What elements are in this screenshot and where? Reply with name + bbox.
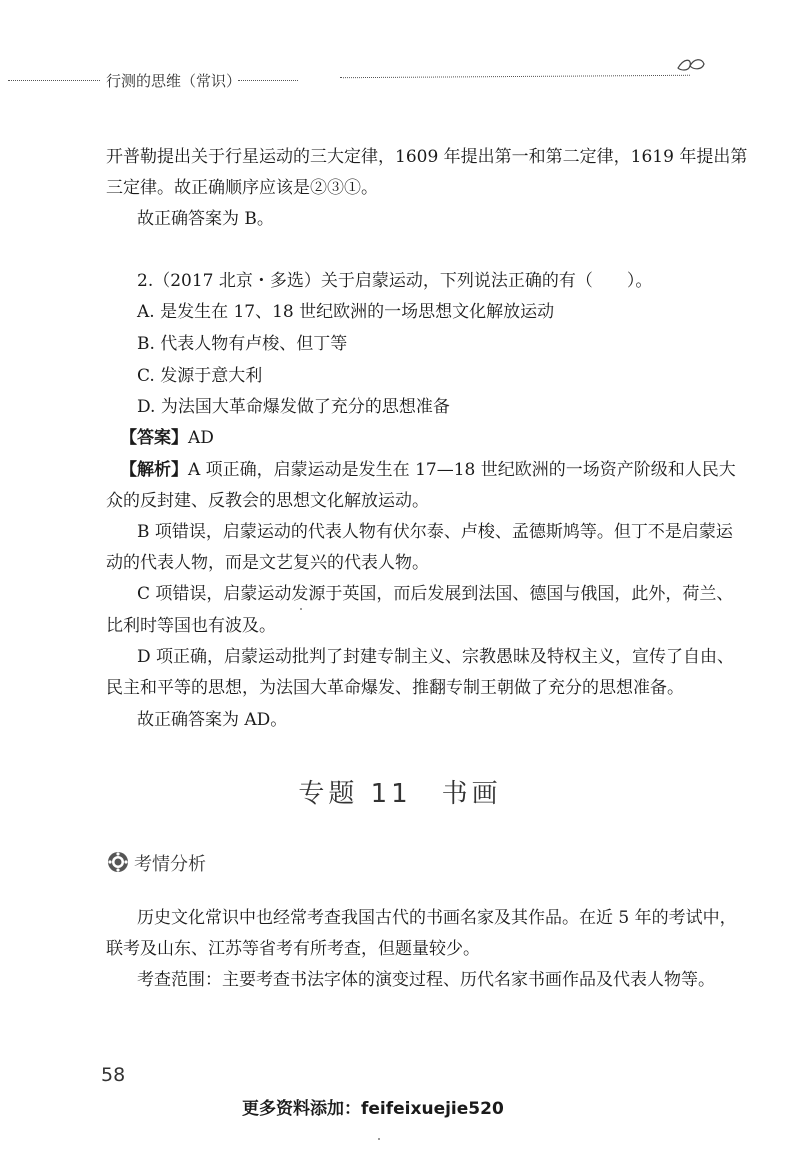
answer-value: AD bbox=[188, 428, 214, 448]
analysis-line: D 项正确，启蒙运动批判了封建专制主义、宗教愚昧及特权主义，宣传了自由、 bbox=[137, 647, 735, 667]
question-stem: 2.（2017 北京・多选）关于启蒙运动，下列说法正确的有（ ）。 bbox=[137, 271, 653, 291]
topic-title: 专题 11 书画 bbox=[298, 779, 502, 809]
analysis-row bbox=[120, 456, 736, 484]
intro-line: 联考及山东、江苏等省考有所考查，但题量较少。 bbox=[106, 939, 480, 959]
intro-line: 考查范围：主要考查书法字体的演变过程、历代名家书画作品及代表人物等。 bbox=[137, 970, 715, 990]
analysis-label: 【解析】 bbox=[120, 460, 188, 480]
analysis-line: 民主和平等的思想，为法国大革命爆发、推翻专制王朝做了充分的思想准备。 bbox=[106, 678, 684, 698]
option-b: B. 代表人物有卢梭、但丁等 bbox=[137, 334, 348, 354]
analysis-line: B 项错误，启蒙运动的代表人物有伏尔泰、卢梭、孟德斯鸠等。但丁不是启蒙运 bbox=[137, 522, 733, 542]
leaf-ornament-icon bbox=[676, 56, 706, 74]
scan-speck bbox=[378, 1138, 380, 1140]
answer-line: 故正确答案为 AD。 bbox=[137, 710, 288, 730]
page-number: 58 bbox=[101, 1064, 126, 1086]
option-d: D. 为法国大革命爆发做了充分的思想准备 bbox=[137, 397, 450, 417]
analysis-line: 动的代表人物，而是文艺复兴的代表人物。 bbox=[106, 553, 429, 573]
analysis-line: A 项正确，启蒙运动是发生在 17—18 世纪欧洲的一场资产阶级和人民大 bbox=[188, 460, 736, 480]
option-c: C. 发源于意大利 bbox=[137, 366, 263, 386]
header-rule-right bbox=[340, 75, 690, 78]
analysis-line: 比利时等国也有波及。 bbox=[106, 616, 276, 636]
header-rule-middle bbox=[238, 80, 298, 81]
option-a: A. 是发生在 17、18 世纪欧洲的一场思想文化解放运动 bbox=[137, 302, 555, 322]
answer-label: 【答案】 bbox=[120, 428, 188, 448]
footer-note: 更多资料添加：feifeixuejie520 bbox=[242, 1099, 504, 1119]
paragraph-line: 开普勒提出关于行星运动的三大定律，1609 年提出第一和第二定律，1619 年提出第 bbox=[106, 147, 748, 167]
paragraph-line: 三定律。故正确顺序应该是②③①。 bbox=[106, 178, 378, 198]
answer-row bbox=[120, 424, 214, 452]
scan-speck bbox=[300, 608, 302, 610]
analysis-line: C 项错误，启蒙运动发源于英国，而后发展到法国、德国与俄国，此外，荷兰、 bbox=[137, 584, 734, 604]
header-rule-left bbox=[8, 80, 100, 81]
flower-badge-icon bbox=[107, 851, 129, 873]
analysis-line: 众的反封建、反教会的思想文化解放运动。 bbox=[106, 491, 429, 511]
section-heading: 考情分析 bbox=[134, 854, 206, 875]
running-title: 行测的思维（常识） bbox=[106, 72, 242, 90]
answer-line: 故正确答案为 B。 bbox=[137, 209, 274, 229]
intro-line: 历史文化常识中也经常考查我国古代的书画名家及其作品。在近 5 年的考试中， bbox=[137, 908, 737, 928]
